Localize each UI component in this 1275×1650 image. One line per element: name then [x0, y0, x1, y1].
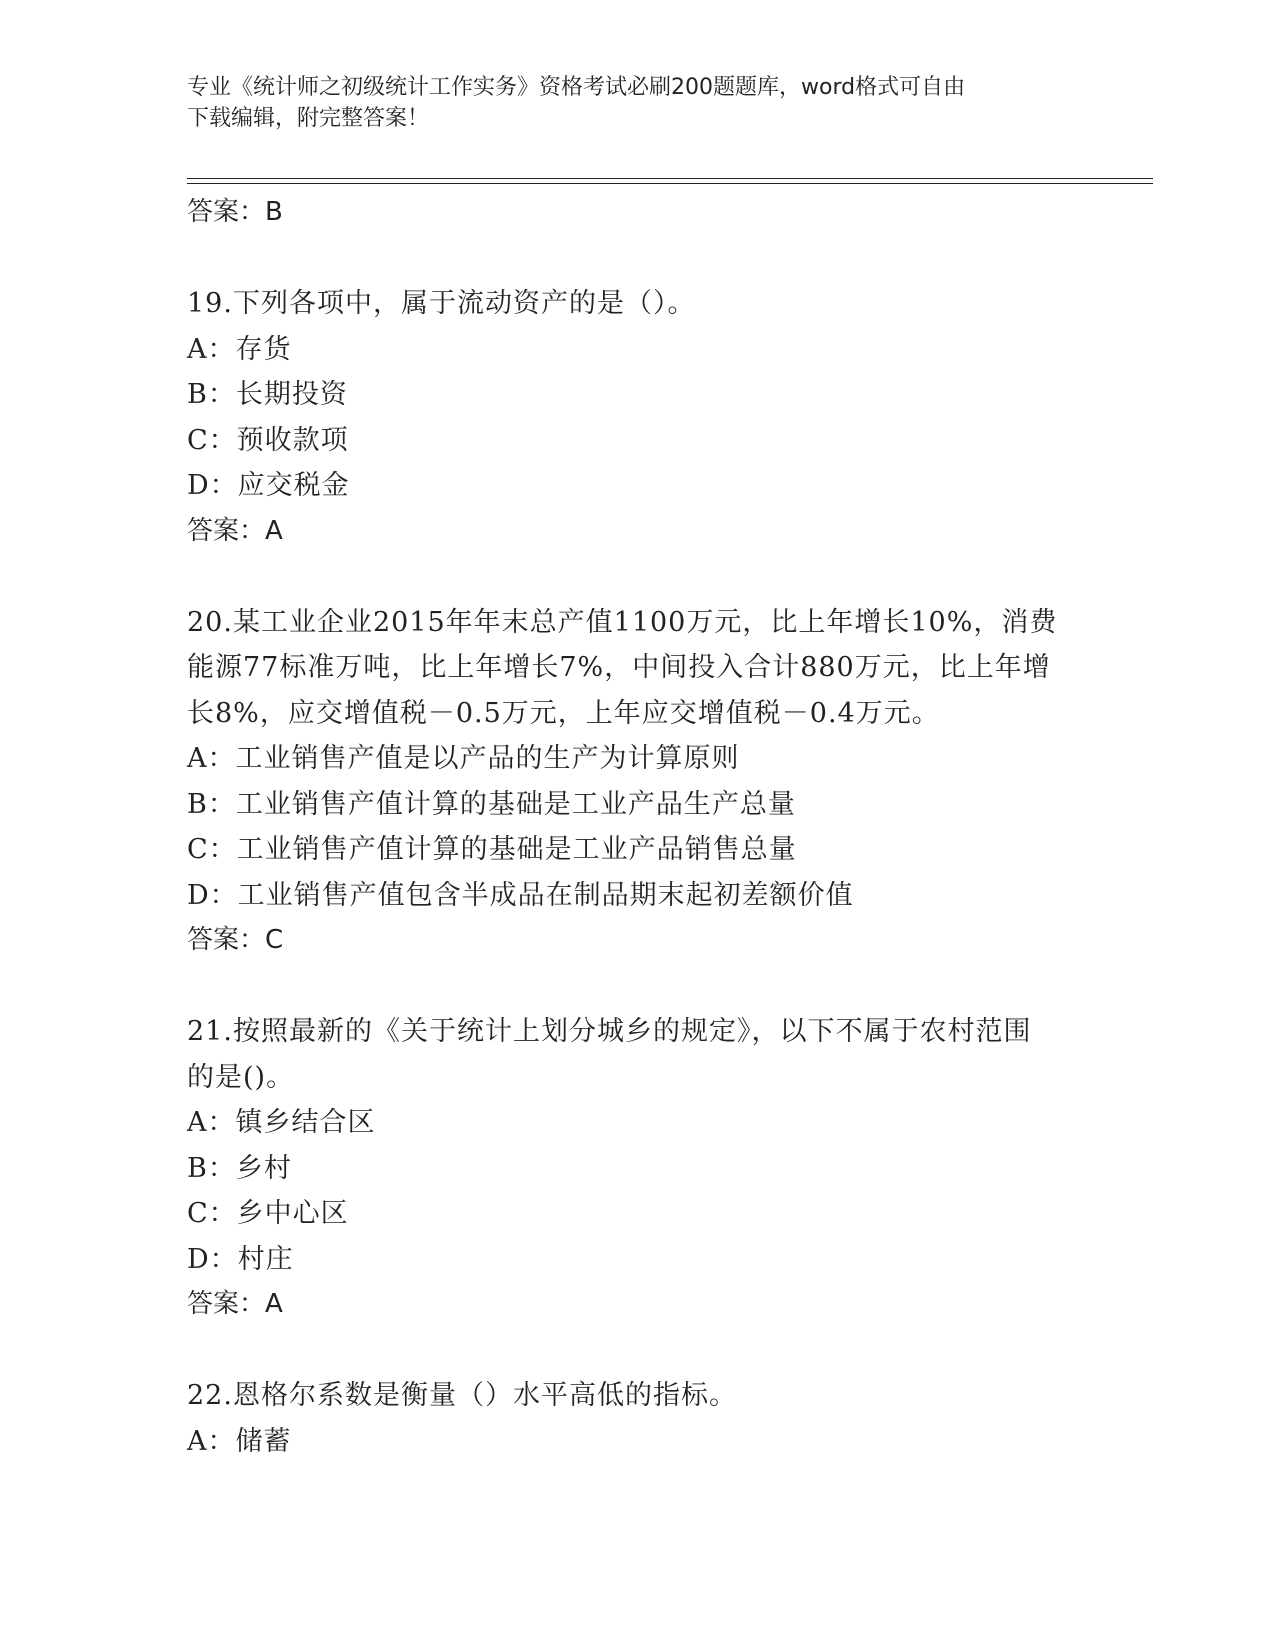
- question-block: [187, 1373, 1087, 1464]
- header-rule: [187, 183, 1153, 184]
- question-text: 的是()。: [187, 1061, 295, 1093]
- header-line: 下载编辑，附完整答案！: [187, 106, 430, 131]
- answer-line: 答案：B: [187, 197, 283, 227]
- option-line: C：工业销售产值计算的基础是工业产品销售总量: [187, 834, 797, 865]
- spacer: [187, 1328, 1087, 1374]
- header-line: 专业《统计师之初级统计工作实务》资格考试必刷200题题库，word格式可自由: [187, 75, 966, 100]
- option-line: B：工业销售产值计算的基础是工业产品生产总量: [187, 788, 796, 820]
- question-block: [187, 1009, 1087, 1328]
- option-line: C：预收款项: [187, 424, 349, 456]
- question-text: 21.按照最新的《关于统计上划分城乡的规定》，以下不属于农村范围: [187, 1016, 1032, 1047]
- question-text: 20.某工业企业2015年年末总产值1100万元，比上年增长10%，消费: [187, 606, 1058, 638]
- spacer: [187, 236, 1087, 282]
- option-line: A：工业销售产值是以产品的生产为计算原则: [187, 743, 740, 774]
- spacer: [187, 554, 1087, 600]
- option-line: D：应交税金: [187, 470, 350, 501]
- option-line: A：储蓄: [187, 1425, 292, 1457]
- option-line: B：乡村: [187, 1152, 292, 1184]
- option-line: D：村庄: [187, 1243, 294, 1275]
- option-line: A：镇乡结合区: [187, 1107, 376, 1138]
- option-line: D：工业销售产值包含半成品在制品期末起初差额价值: [187, 879, 854, 911]
- question-text: 长8%，应交增值税－0.5万元，上年应交增值税－0.4万元。: [187, 697, 940, 729]
- question-text: 22.恩格尔系数是衡量（）水平高低的指标。: [187, 1380, 737, 1411]
- question-content: [187, 190, 1087, 1464]
- answer-line: 答案：A: [187, 1289, 283, 1319]
- option-line: A：存货: [187, 333, 292, 365]
- question-block: [187, 281, 1087, 554]
- option-line: B：长期投资: [187, 379, 348, 410]
- question-block: [187, 600, 1087, 964]
- spacer: [187, 964, 1087, 1010]
- document-header: [187, 72, 1067, 134]
- question-text: 19.下列各项中，属于流动资产的是（）。: [187, 288, 696, 319]
- question-text: 能源77标准万吨，比上年增长7%，中间投入合计880万元，比上年增: [187, 652, 1051, 683]
- answer-line: 答案：C: [187, 925, 284, 955]
- answer-line: 答案：A: [187, 515, 283, 546]
- option-line: C：乡中心区: [187, 1198, 349, 1229]
- header-rule: [187, 178, 1153, 179]
